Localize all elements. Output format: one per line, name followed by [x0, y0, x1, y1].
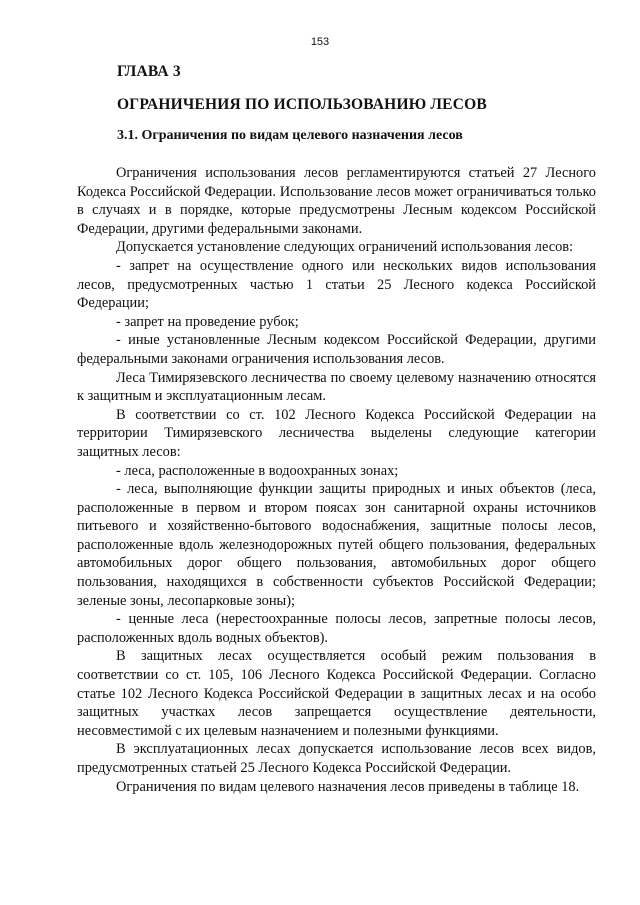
- list-item: - иные установленные Лесным кодексом Российской Федерации, другими федеральными законами ограничения использования лесов.: [77, 332, 596, 367]
- list-item: - леса, выполняющие функции защиты природных и иных объектов (леса, расположенные в первом и втором поясах зон санитарной охраны источников питьевого и хозяйственно-бытового водоснабжения, защитные полосы лесов, расположенные вдоль железнодорожных путей общего пользования, федеральных автомобильных дорог общего пользования, автомобильных дорог общего пользования, находящихся в собственности субъектов Российской Федерации; зеленые зоны, лесопарковые зоны);: [77, 481, 596, 609]
- chapter-heading: ГЛАВА 3: [117, 63, 181, 80]
- list-item: - запрет на проведение рубок;: [116, 313, 299, 330]
- paragraph: Ограничения по видам целевого назначения лесов приведены в таблице 18.: [116, 778, 580, 795]
- paragraph: Допускается установление следующих ограничений использования лесов:: [116, 239, 574, 256]
- list-item: - ценные леса (нерестоохранные полосы лесов, запретные полосы лесов, расположенных вдоль водных объектов).: [77, 611, 596, 646]
- body-text: [77, 164, 596, 796]
- chapter-title: ОГРАНИЧЕНИЯ ПО ИСПОЛЬЗОВАНИЮ ЛЕСОВ: [117, 96, 487, 113]
- list-item: - запрет на осуществление одного или нескольких видов использования лесов, предусмотренных частью 1 статьи 25 Лесного кодекса Российской Федерации;: [77, 257, 596, 312]
- paragraph: Леса Тимирязевского лесничества по своему целевому назначению относятся к защитным и эксплуатационным лесам.: [77, 369, 596, 405]
- paragraph: В соответствии со ст. 102 Лесного Кодекса Российской Федерации на территории Тимирязевского лесничества выделены следующие категории защитных лесов:: [77, 406, 596, 460]
- paragraph: В защитных лесах осуществляется особый режим пользования в соответствии со ст. 105, 106 Лесного Кодекса Российской Федерации. Согласно статье 102 Лесного Кодекса Российской Федерации в защитных лесах и на особо защитных участках лесов запрещается осуществление деятельности, несовместимой с их целевым назначением и полезными функциями.: [77, 648, 596, 739]
- section-title: 3.1. Ограничения по видам целевого назначения лесов: [117, 128, 463, 143]
- page-number: 153: [310, 36, 330, 48]
- paragraph: В эксплуатационных лесах допускается использование лесов всех видов, предусмотренных статьей 25 Лесного Кодекса Российской Федерации.: [77, 741, 596, 776]
- list-item: - леса, расположенные в водоохранных зонах;: [116, 462, 399, 479]
- paragraph: Ограничения использования лесов регламентируются статьей 27 Лесного Кодекса Российской Федерации. Использование лесов может ограничиваться только в случаях и в порядке, которые предусмотрены Лесным кодексом Российской Федерации, другими федеральными законами.: [77, 165, 596, 237]
